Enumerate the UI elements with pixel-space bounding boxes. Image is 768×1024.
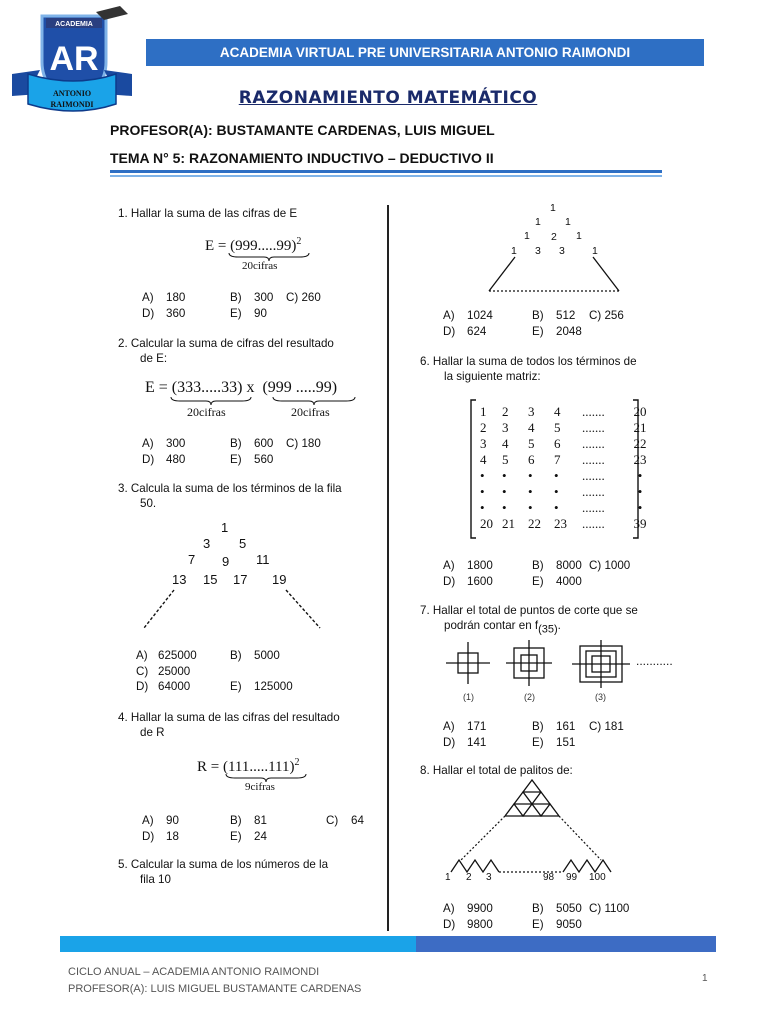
pascal-trapezoid-lines: [485, 255, 625, 295]
teacher-line: PROFESOR(A): BUSTAMANTE CARDENAS, LUIS MIGUEL: [110, 122, 495, 138]
svg-text:ANTONIO: ANTONIO: [52, 89, 92, 98]
matrix-cell: •: [528, 468, 533, 483]
footer-bar-right: [416, 936, 716, 952]
page-number: 1: [702, 973, 708, 984]
question-2-options: A) 300 B) 600 C) 180 D) 480 E) 560: [142, 437, 321, 466]
matrix-cell: 3: [502, 420, 509, 435]
sum-matrix: [480, 404, 652, 532]
crossing-squares-figures: [444, 640, 694, 710]
matrix-cell: 6: [554, 436, 561, 451]
question-1-under: 20cifras: [242, 260, 278, 272]
matrix-row: [480, 420, 652, 436]
matrix-cell: 20: [633, 404, 647, 419]
topic-line: TEMA N° 5: RAZONAMIENTO INDUCTIVO – DEDUCTIVO II: [110, 150, 494, 166]
figure-label-3: (3): [595, 692, 606, 702]
question-4-formula: $R = (111.....111)^2$: [197, 757, 300, 775]
svg-text:AR: AR: [49, 40, 99, 78]
matrix-cell: 4: [528, 420, 535, 435]
footer-bar-left: [60, 936, 416, 952]
matrix-cell: 39: [633, 516, 647, 531]
question-6-options: A) 1800 B) 8000 C) 1000 D) 1600 E) 4000: [443, 559, 631, 588]
matrix-cell: •: [637, 468, 643, 483]
matrix-cell: •: [502, 484, 507, 499]
matrix-cell: 23: [554, 516, 567, 531]
matrix-cell: .......: [582, 436, 605, 451]
matrix-cell: .......: [582, 468, 605, 483]
question-3-options: A) 625000 B) 5000 C) 25000 D) 64000 E) 125000: [136, 649, 293, 693]
matrix-cell: .......: [582, 452, 605, 467]
matrix-cell: •: [637, 500, 643, 515]
matrix-row: [480, 404, 652, 420]
matrix-cell: •: [502, 468, 507, 483]
matrix-cell: •: [637, 484, 643, 499]
matrix-row: [480, 468, 652, 484]
question-2-under-b: 20cifras: [291, 405, 330, 419]
matrix-cell: 7: [554, 452, 561, 467]
question-2-text: 2. Calcular la suma de cifras del resultado de E:: [118, 337, 334, 365]
matrix-cell: •: [480, 500, 485, 515]
matrix-cell: 4: [554, 404, 561, 419]
matrix-row: [480, 452, 652, 468]
matrix-cell: 3: [528, 404, 535, 419]
matrix-cell: •: [502, 500, 507, 515]
question-1-text: 1. Hallar la suma de las cifras de E: [118, 207, 298, 220]
question-1-options: A) 180 B) 300 C) 260 D) 360 E) 90: [142, 291, 321, 320]
matrix-cell: 22: [633, 436, 647, 451]
question-4-options: A) 90 B) 81 C) 64 D) 18 E) 24: [142, 814, 364, 843]
figures-ellipsis: ...........: [636, 654, 673, 668]
matrix-cell: •: [528, 484, 533, 499]
matchstick-triangle: [445, 776, 615, 876]
question-8-text: 8. Hallar el total de palitos de:: [420, 764, 573, 777]
question-5-text: 5. Calcular la suma de los números de la fila 10: [118, 858, 329, 886]
matrix-row: [480, 436, 652, 452]
triangle-continuation-lines: [140, 586, 325, 632]
matrix-cell: •: [554, 484, 559, 499]
question-7-text: 7. Hallar el total de puntos de corte que se podrán contar en $f_{(35)}$.: [420, 604, 638, 636]
matrix-cell: 2: [480, 420, 487, 435]
question-4-under: 9cifras: [245, 781, 275, 793]
pascal-triangle: 1 1 1 1 2 1 1 3 3 1: [511, 202, 598, 257]
svg-text:ACADEMIA: ACADEMIA: [55, 21, 93, 28]
matrix-cell: 22: [528, 516, 541, 531]
matrix-cell: •: [528, 500, 533, 515]
header-rule: [110, 170, 662, 173]
question-2-formula: E = (333.....33) x (999 .....99): [145, 379, 338, 396]
column-divider: [387, 205, 389, 931]
matrix-cell: •: [554, 468, 559, 483]
matrix-cell: •: [554, 500, 559, 515]
matrix-cell: 21: [502, 516, 515, 531]
matrix-cell: •: [480, 468, 485, 483]
question-7-options: A) 171 B) 161 C) 181 D) 141 E) 151: [443, 720, 624, 749]
question-5-options: A) 1024 B) 512 C) 256 D) 624 E) 2048: [443, 309, 624, 338]
matrix-cell: 5: [554, 420, 561, 435]
matrix-cell: .......: [582, 500, 605, 515]
matrix-row: [480, 500, 652, 516]
figure-label-2: (2): [524, 692, 535, 702]
matrix-cell: 2: [502, 404, 509, 419]
matrix-cell: 5: [502, 452, 509, 467]
matrix-cell: 4: [502, 436, 509, 451]
matrix-cell: 5: [528, 436, 535, 451]
academy-banner: ACADEMIA VIRTUAL PRE UNIVERSITARIA ANTONIO RAIMONDI: [146, 39, 704, 66]
question-2-under-a: 20cifras: [187, 405, 226, 419]
matrix-cell: 6: [528, 452, 535, 467]
header-rule-thin: [110, 175, 662, 177]
question-1-formula: $E = (999.....99)^2$: [205, 236, 302, 254]
question-6-text: 6. Hallar la suma de todos los términos de la siguiente matriz:: [420, 355, 637, 383]
matrix-cell: •: [480, 484, 485, 499]
matrix-cell: .......: [582, 404, 605, 419]
matrix-cell: .......: [582, 516, 605, 531]
question-3-text: 3. Calcula la suma de los términos de la fila 50.: [118, 482, 342, 510]
odd-number-triangle: 1 3 5 7 9 11 13 15 17 19: [172, 520, 287, 587]
matrix-cell: 4: [480, 452, 487, 467]
academy-logo: [10, 4, 134, 122]
question-8-options: A) 9900 B) 5050 C) 1100 D) 9800 E) 9050: [443, 902, 630, 931]
matrix-cell: 20: [480, 516, 493, 531]
page-title: RAZONAMIENTO MATEMÁTICO: [238, 88, 538, 108]
svg-text:RAIMONDI: RAIMONDI: [50, 100, 94, 109]
matrix-cell: 3: [480, 436, 487, 451]
footer-text: CICLO ANUAL – ACADEMIA ANTONIO RAIMONDI PROFESOR(A): LUIS MIGUEL BUSTAMANTE CARDENAS: [68, 966, 362, 995]
matrix-cell: 21: [633, 420, 647, 435]
matrix-cell: 23: [633, 452, 647, 467]
matrix-row: [480, 484, 652, 500]
matrix-row: [480, 516, 652, 532]
matchstick-base-labels: 1 2 3 98 99 100: [445, 872, 606, 883]
matrix-cell: .......: [582, 484, 605, 499]
question-4-text: 4. Hallar la suma de las cifras del resultado de R: [118, 711, 340, 739]
figure-label-1: (1): [463, 692, 474, 702]
matrix-cell: 1: [480, 404, 487, 419]
matrix-cell: .......: [582, 420, 605, 435]
